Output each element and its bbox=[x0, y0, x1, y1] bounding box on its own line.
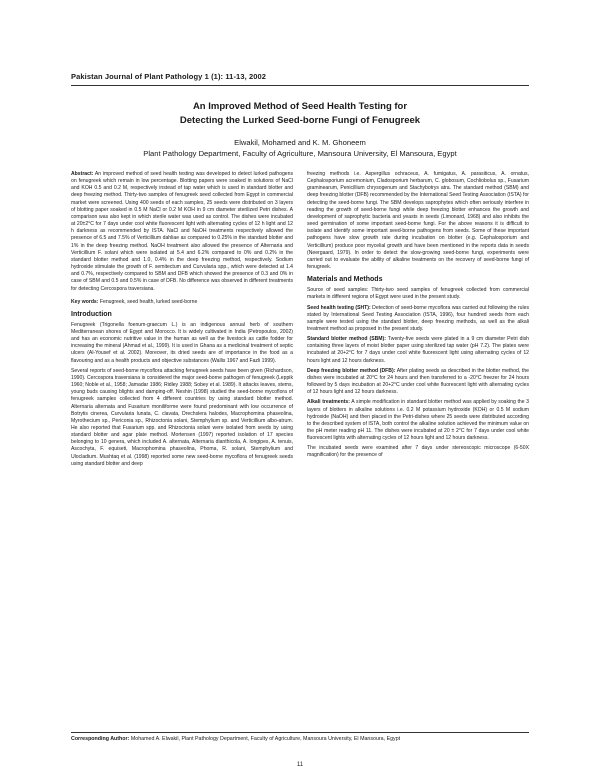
introduction-heading: Introduction bbox=[71, 310, 112, 318]
methods-heading: Materials and Methods bbox=[307, 276, 383, 284]
abstract bbox=[71, 171, 293, 293]
sht-text: Detection of seed-borne mycoflora was carried out following the rules stated by International Seed Testing Association (ISTA, 1996), four hundred seeds from each sample were tested using the standard blotter, deep freezing methods, as well as the alkali treatment method as proposed in the present study. bbox=[307, 304, 529, 332]
footnote-rule bbox=[71, 732, 529, 733]
affiliation: Plant Pathology Department, Faculty of Agriculture, Mansoura University, El Mansoura, Egypt bbox=[143, 149, 457, 158]
author-block bbox=[71, 137, 529, 159]
intro-paragraph-2: Several reports of seed-borne mycoflora attacking fenugreek seeds have been given (Richardson, 1990). Cercospora traversiana is considered the major seed-borne pathogen of fenugreek (Leppik 1960; Noble et al., 1958; Jamadar 1986; Ridley 1988; Sobey et al. 1989). It attacks leaves, stems, young buds causing blights and damping-off. Neshin (1998) studied the seed-borne mycoflora of fenugreek samples collected from 4 different countries by using standard blotter method. Alternaria alternata and Fusarium moniliforme were found predominant with low occurrence of Botrytis cinerea, Curvularia lunata, C. clavata, Drechslera halodes, Macrophomina phaseolina, Myrothecium sp., Periconia sp., Rhizoctonia solani, Stemphylium sp. and Verticillium albo-atrum. He also reported that Fusarium spp. and Rhizoctonia solani were isolated from seeds by using standard blotter and agar plate method. Mortensen (1997) reported isolation of 17 species belonging to 10 genera, which included A. alternata, Alternaria dianthicola, A. longipes, A. tenuis, Ascochyta, F. equiseti, Macrophomina phaseolina, Phoma, R. solani, Stemphylium and Ulocladium. Mushtaq et al. (1998) reported some new seed-borne mycoflora of fenugreek seeds using standard blotter and deep bbox=[71, 367, 293, 467]
keywords bbox=[71, 299, 293, 306]
paper-title bbox=[71, 100, 529, 128]
intro-paragraph-1: Fenugreek (Trigonella foenum-graecum L.) is an indigenous annual herb of southern Mediterranean shores of Egypt and Morocco. It is widely cultivated in India (Petropoulos, 2002) and has an economic nutritive value in the human as well as the livestock as cattle fodder for increasing the mineral (Ahmad et al., 1999). It is used in Ghana as a medicinal treatment of septic ulcers (Al-Yousef et al. 2002). Moreover, its dried seeds are of importance in the food as a flavouring and as a health products and objective substances (Wallis 1967 and Fazli 1999). bbox=[71, 321, 293, 364]
sht-label: Seed health testing (SHT): bbox=[307, 304, 371, 311]
journal-header: Pakistan Journal of Plant Pathology 1 (1): 11-13, 2002 bbox=[71, 72, 267, 81]
dfb-text: After plating seeds as described in the blotter method, the dishes were incubated at 20°C for 24 hours and then transferred to a -20°C freezer for 24 hours followed by 5 days incubation at 20+2°C under cool white fluorescent light with alternating cycles of 12 hours light and 12 hours darkness. bbox=[307, 367, 529, 396]
sbm-text: Twenty-five seeds were plated in a 9 cm diameter Petri dish containing three layers of moist blotter paper using sterilized tap water (pH 7.2). The plates were incubated at 20+2°C for 7 days under cool white fluorescent light using alternating cycles of 12 hours light and 12 hours darkness. bbox=[307, 336, 529, 364]
alkali-label: Alkali treatments: bbox=[307, 399, 350, 406]
keywords-text: Fenugreek, seed health, lurked seed-borne bbox=[98, 298, 198, 305]
methods-examination: The incubated seeds were examined after 7 days under stereoscopic microscope (6-50X magnification) for the presence of bbox=[307, 445, 529, 459]
abstract-text: An improved method of seed health testing was developed to detect lurked pathogens on fenugreek which remain in low percentage. Blotting papers were soaked in solutions of NaCl and KOH 0.5 and 0.2 M, respectively instead of tap water which is used in standard blotter and deep freezing method. Thirty-two samples of fenugreek seed collected from Egypt in commercial market were screened. Using 400 seeds of each samples, 25 seeds were distributed on 3 layers of blotting paper soaked in 0.5 M NaCl or 0.2 M KOH in 9 cm diameter sterilized Petri dishes. A comparison was also kept in which sterile water was used as control. The dishes were incubated at 20±2°C for 7 days under cool white fluorescent light with alternating cycles of 12 h light and 12 h darkness as recommended by ISTA. NaCl and NaOH treatments respectively allowed the presence of 6.5 and 7.5% of Verticillium dahliae as compared to 0.25% in the standard blotter and 1% in the deep freezing method. NaOH treatment also allowed the presence of Alternaria and Verticillium F. solani which were isolated at 5.4 and 6.2% compared to 0% and 0.2% in the standard blotter method and 1.0, 0.4% in the deep freezing method, respectively. Sodium hydroxide stimulate the growth of F. semitectum and Curvularia spp., which were detected at 1.4 and 0.7%, respectively compared to SBM and DFB which showed the presence of 0.3 and 0% in case of SBM and 0.5 and 0.5% in case of DFB. No difference was observed in different treatments for detecting Cercospora traversiana. bbox=[71, 171, 293, 292]
intro-continuation: freezing methods i.e. Aspergillus ochraceus, A. fumigatus, A. parasiticus, A. ornatus, Cephalosporium acremonium, Cladosporium herbarum, C. globosum, Cochliobolus sp., Fusarium graminearum, Penicillium chrysogenum and Stachybotrys atra. The standard method (SBM) and deep freezing blotter (DFB) recommended by the International Seed Testing Association (ISTA) for detecting the seed-borne fungi. The SBM develops saprophytes which often seriously interfere in reading the growth of seed-borne fungi while deep freezing blotter enhances the growth and development of saprophytic bacteria and yeasts in seeds (Limonard, 1968) and also inhibits the seed germination of some important seed-borne fungi. For the above reasons it is difficult to isolate and identify some important seed-borne pathogens from seeds. Some of these important pathogens have slow growth rate during incubation on blotter (e.g. Cephalosporium and Verticillium) produce poor mycelial growth and have been mentioned in the reports data in seeds (Neergaard, 1979). In order to detect the slow-growing seed-borne fungi, experiments were carried out to evaluate the ability of alkaline treatments on the recovery of seed-borne fungi of fenugreek. bbox=[307, 171, 529, 271]
methods-dfb bbox=[307, 368, 529, 397]
methods-sbm bbox=[307, 336, 529, 365]
keywords-label: Key words: bbox=[71, 298, 99, 305]
footnote-text: Mohamed A. Elwakil, Plant Pathology Department, Faculty of Agriculture, Mansoura University, El Mansoura, Egypt bbox=[129, 736, 401, 742]
author-names: Elwakil, Mohamed and K. M. Ghoneem bbox=[234, 138, 366, 147]
page-number: 11 bbox=[296, 762, 304, 768]
title-line-2: Detecting the Lurked Seed-borne Fungi of Fenugreek bbox=[179, 115, 421, 126]
methods-sht bbox=[307, 305, 529, 334]
methods-alkali bbox=[307, 399, 529, 442]
footnote-label: Corresponding Author: bbox=[71, 736, 130, 742]
header-rule bbox=[71, 85, 529, 86]
right-column bbox=[307, 171, 529, 463]
methods-seed-source: Source of seed samples: Thirty-two seed samples of fenugreek collected from commercial markets in different regions of Egypt were used in the present study. bbox=[307, 287, 529, 301]
corresponding-author-footnote bbox=[71, 736, 529, 744]
title-line-1: An Improved Method of Seed Health Testing for bbox=[192, 101, 408, 112]
sbm-label: Standard blotter method (SBM): bbox=[307, 336, 386, 343]
dfb-label: Deep freezing blotter method (DFB): bbox=[307, 367, 396, 374]
alkali-text: A simple modification in standard blotter method was applied by soaking the 3 layers of blotters in alkaline solutions i.e. 0.2 M potassium hydroxide (KOH) or 0.5 M sodium hydroxide (NaOH) and then placed in the Petri-dishes where 25 seeds were distributed according to the described system of ISTA, both control the alkaline solution achieved the minimum value on the pH meter reading pH 11. The dishes were incubated at 20 ± 2°C for 7 days under cool white fluorescent lights with alternating cycles of 12 hours light and 12 hours darkness. bbox=[307, 399, 529, 442]
abstract-label: Abstract: bbox=[71, 171, 94, 177]
left-column bbox=[71, 171, 293, 471]
